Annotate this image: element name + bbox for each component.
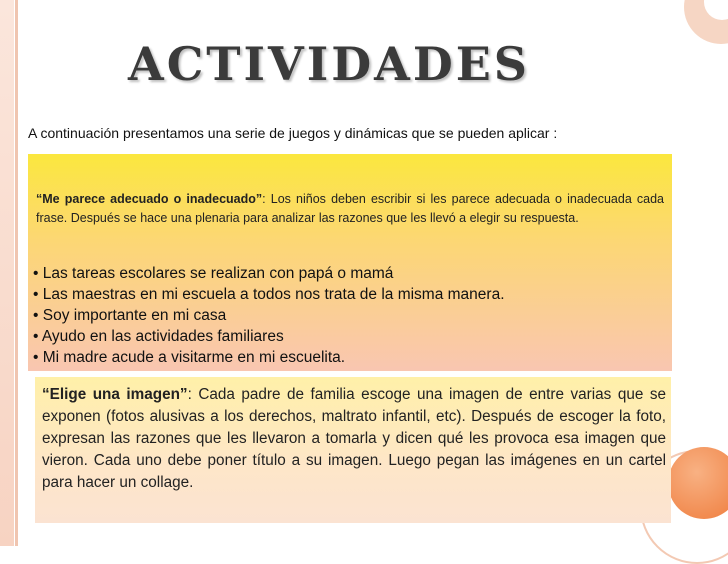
activity2-paragraph [42,384,666,494]
list-item: • Ayudo en las actividades familiares [33,328,284,345]
left-border-decoration [0,0,14,546]
statements-list [33,263,673,368]
intro-text: A continuación presentamos una serie de juegos y dinámicas que se pueden aplicar : [28,125,558,141]
activity1-name: “Me parece adecuado o inadecuado” [36,192,263,206]
activity1-paragraph [36,190,664,228]
activity1-description: : Los niños deben escribir si les parece adecuada o inadecuada cada frase. Después se hace una plenaria para analizar las razones que les llevó a elegir su respuesta. [36,192,665,225]
list-item: • Mi madre acude a visitarme en mi escuelita. [33,349,346,366]
activity2-name: “Elige una imagen” [42,386,188,403]
list-item: • Las maestras en mi escuela a todos nos trata de la misma manera. [33,286,505,303]
activity2-description: : Cada padre de familia escoge una imagen de entre varias que se exponen (fotos alusivas a los derechos, maltrato infantil, etc). Después de escoger la foto, expresan las razones que les llevaron a tomarla y dicen qué les provoca esa imagen que vieron. Cada uno debe poner título a su imagen. Luego pegan las imágenes en un cartel para hacer un collage. [42,386,666,491]
left-border-line [15,0,18,546]
list-item: • Las tareas escolares se realizan con papá o mamá [33,265,394,282]
slide-title: ACTIVIDADES [128,37,531,91]
list-item: • Soy importante en mi casa [33,307,227,324]
